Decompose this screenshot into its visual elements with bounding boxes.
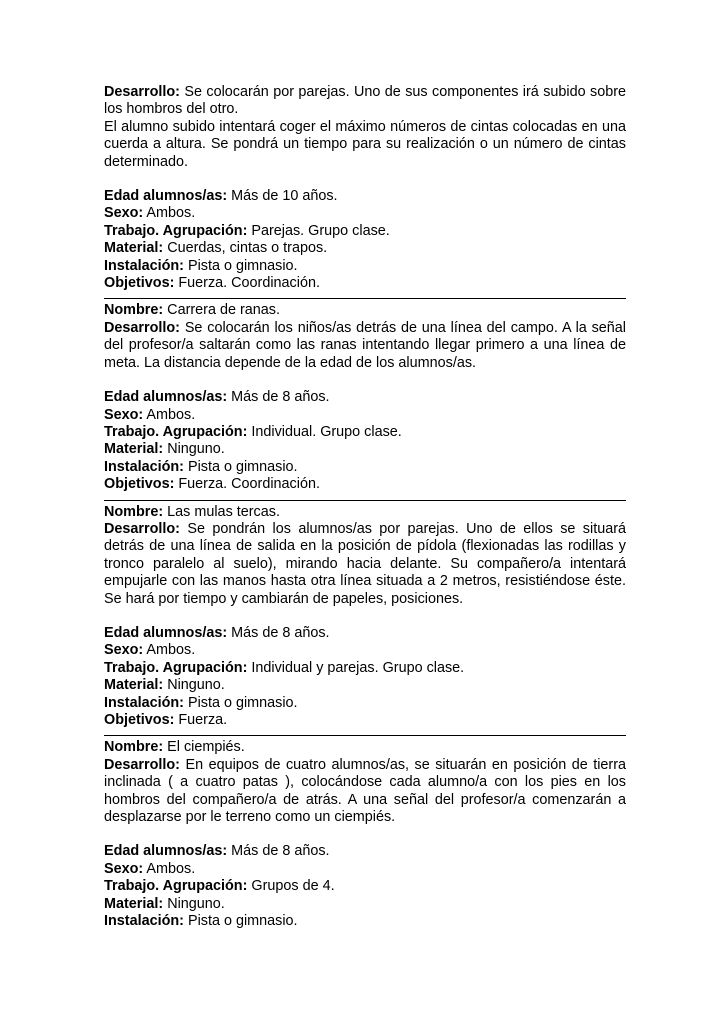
desarrollo-paragraph — [104, 521, 626, 608]
field-label: Desarrollo: — [104, 319, 180, 336]
edad-line — [104, 843, 626, 860]
field-value: Grupos de 4. — [251, 878, 335, 895]
desarrollo-paragraph — [104, 84, 626, 119]
field-value: Más de 8 años. — [231, 843, 330, 860]
field-value: Ambos. — [146, 406, 196, 423]
field-label: Material: — [104, 677, 164, 694]
desarrollo-text: En equipos de cuatro alumnos/as, se situarán en posición de tierra inclinada ( a cuatro patas ), colocándose cada alumno/a con los pies en los hombros del compañero/a de atrás. A una señal del profesor/a comenzarán a desplazarse por le terreno como un ciempiés. — [104, 756, 627, 826]
desarrollo-paragraph — [104, 320, 626, 372]
field-label: Edad alumnos/as: — [104, 624, 228, 641]
field-value: Más de 8 años. — [231, 389, 330, 406]
field-value: El ciempiés. — [167, 739, 245, 756]
field-value: Ambos. — [146, 860, 196, 877]
field-value: Ambos. — [146, 642, 196, 659]
edad-line — [104, 625, 626, 642]
field-label: Sexo: — [104, 406, 144, 423]
field-label: Objetivos: — [104, 476, 175, 493]
field-value: Fuerza. — [178, 712, 228, 728]
field-label: Material: — [104, 895, 164, 912]
material-line — [104, 441, 626, 458]
field-label: Trabajo. Agrupación: — [104, 878, 248, 895]
instalacion-line — [104, 459, 626, 476]
field-value: Pista o gimnasio. — [187, 257, 298, 274]
field-value: Fuerza. Coordinación. — [178, 476, 320, 493]
field-label: Edad alumnos/as: — [104, 188, 228, 205]
field-value: Parejas. Grupo clase. — [251, 222, 390, 239]
field-label: Desarrollo: — [104, 756, 180, 773]
agrupacion-line — [104, 878, 626, 895]
field-label: Trabajo. Agrupación: — [104, 423, 248, 440]
field-label: Desarrollo: — [104, 84, 180, 100]
field-value: Más de 8 años. — [231, 624, 330, 641]
field-label: Trabajo. Agrupación: — [104, 659, 248, 676]
desarrollo-paragraph — [104, 757, 626, 827]
agrupacion-line — [104, 660, 626, 677]
field-value: Fuerza. Coordinación. — [178, 275, 320, 292]
spacer — [104, 608, 626, 625]
material-line — [104, 677, 626, 694]
agrupacion-line — [104, 223, 626, 240]
spacer — [104, 826, 626, 843]
field-label: Objetivos: — [104, 712, 175, 728]
objetivos-line — [104, 275, 626, 292]
field-label: Edad alumnos/as: — [104, 843, 228, 860]
section-divider — [104, 500, 626, 501]
instalacion-line — [104, 258, 626, 275]
field-value: Pista o gimnasio. — [187, 913, 298, 930]
field-value: Cuerdas, cintas o trapos. — [167, 240, 328, 257]
field-label: Nombre: — [104, 503, 164, 520]
field-label: Edad alumnos/as: — [104, 389, 228, 406]
field-value: Pista o gimnasio. — [187, 458, 298, 475]
edad-line — [104, 389, 626, 406]
field-label: Objetivos: — [104, 275, 175, 292]
edad-line — [104, 188, 626, 205]
material-line — [104, 896, 626, 913]
field-label: Material: — [104, 441, 164, 458]
field-value: Ninguno. — [167, 677, 225, 694]
field-label: Sexo: — [104, 860, 144, 877]
section-divider — [104, 735, 626, 736]
sexo-line — [104, 205, 626, 222]
field-label: Instalación: — [104, 913, 184, 930]
field-label: Sexo: — [104, 205, 144, 222]
desarrollo-text: El alumno subido intentará coger el máximo números de cintas colocadas en una cuerda a altura. Se pondrá un tiempo para su realización o un número de cintas determinado. — [104, 118, 626, 170]
nombre-line — [104, 302, 626, 319]
field-label: Nombre: — [104, 739, 164, 756]
instalacion-line — [104, 913, 626, 930]
field-value: Ninguno. — [167, 895, 225, 912]
spacer — [104, 372, 626, 389]
material-line — [104, 240, 626, 257]
desarrollo-text: Se colocarán los niños/as detrás de una línea del campo. A la señal del profesor/a saltarán como las ranas intentando llegar primero a una línea de meta. La distancia depende de la edad de los alumnos/as. — [104, 319, 627, 371]
field-label: Trabajo. Agrupación: — [104, 222, 248, 239]
section-divider — [104, 298, 626, 299]
activity-section — [104, 504, 626, 730]
desarrollo-text: Se pondrán los alumnos/as por parejas. Uno de ellos se situará detrás de una línea de salida en la posición de pídola (flexionadas las rodillas y tronco paralelo al suelo), mirando hacia delante. Su compañero/a intentará empujarle con las manos hasta otra línea situada a 2 metros, resistiéndose éste. Se hará por tiempo y cambiarán de papeles, posiciones. — [104, 520, 626, 607]
field-label: Nombre: — [104, 302, 164, 319]
spacer — [104, 171, 626, 188]
field-label: Sexo: — [104, 642, 144, 659]
field-value: Ambos. — [146, 205, 196, 222]
sexo-line — [104, 642, 626, 659]
nombre-line — [104, 739, 626, 756]
field-label: Material: — [104, 240, 164, 257]
sexo-line — [104, 861, 626, 878]
desarrollo-paragraph — [104, 119, 626, 171]
field-value: Ninguno. — [167, 441, 225, 458]
field-label: Desarrollo: — [104, 520, 180, 537]
objetivos-line — [104, 712, 626, 729]
nombre-line — [104, 504, 626, 521]
sexo-line — [104, 407, 626, 424]
field-value: Carrera de ranas. — [167, 302, 280, 319]
field-value: Pista o gimnasio. — [187, 694, 298, 711]
agrupacion-line — [104, 424, 626, 441]
objetivos-line — [104, 476, 626, 493]
activity-section — [104, 84, 626, 292]
activity-section — [104, 302, 626, 493]
field-value: Individual. Grupo clase. — [251, 423, 402, 440]
field-value: Más de 10 años. — [231, 188, 338, 205]
desarrollo-text: Se colocarán por parejas. Uno de sus componentes irá subido sobre los hombros del otro. — [104, 84, 626, 118]
field-value: Individual y parejas. Grupo clase. — [251, 659, 465, 676]
field-label: Instalación: — [104, 257, 184, 274]
instalacion-line — [104, 695, 626, 712]
field-label: Instalación: — [104, 694, 184, 711]
field-value: Las mulas tercas. — [167, 503, 280, 520]
field-label: Instalación: — [104, 458, 184, 475]
activity-section — [104, 739, 626, 930]
